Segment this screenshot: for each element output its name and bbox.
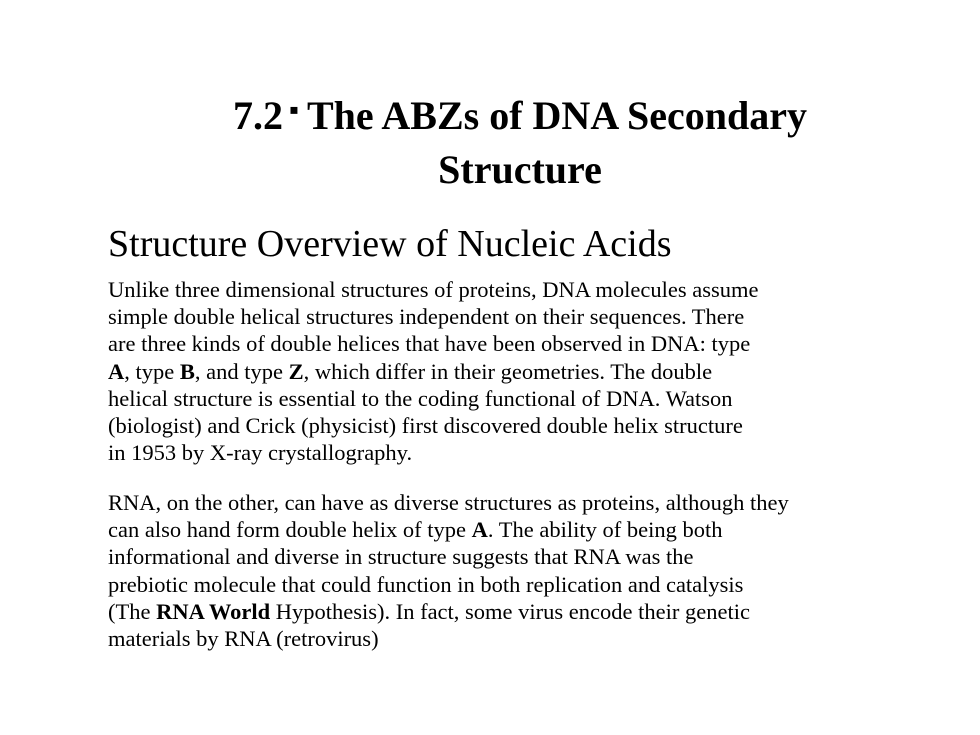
bullet-icon: ▪	[289, 95, 299, 126]
text-line: prebiotic molecule that could function in both replication and catalysis	[108, 571, 744, 597]
text-line	[108, 358, 943, 385]
title-line-1	[90, 84, 950, 143]
text-line: in 1953 by X-ray crystallography.	[108, 440, 413, 466]
text-fragment: Hypothesis). In fact, some virus encode their genetic	[270, 598, 750, 624]
text-fragment: . The ability of being both	[487, 517, 723, 543]
rna-world-bold: RNA World	[156, 598, 271, 624]
text-line: RNA, on the other, can have as diverse structures as proteins, although they	[108, 490, 789, 515]
text-line: simple double helical structures independent on their sequences. There	[108, 304, 745, 330]
text-fragment: , type	[124, 358, 180, 384]
text-line: materials by RNA (retrovirus)	[108, 626, 379, 652]
text-fragment: (The	[108, 598, 157, 624]
paragraph-dna	[108, 276, 943, 466]
paragraph-rna	[108, 489, 943, 652]
slide-title	[90, 84, 950, 197]
text-fragment: , which differ in their geometries. The double	[303, 358, 713, 384]
text-fragment: can also hand form double helix of type	[108, 517, 472, 543]
section-heading: Structure Overview of Nucleic Acids	[108, 223, 672, 265]
type-b-bold: B	[179, 358, 195, 384]
title-text-1: The ABZs of DNA Secondary	[306, 93, 807, 138]
text-line: are three kinds of double helices that have been observed in DNA: type	[108, 331, 751, 357]
text-line: informational and diverse in structure suggests that RNA was the	[108, 544, 694, 570]
text-line	[108, 598, 943, 625]
text-fragment: , and type	[194, 358, 289, 384]
type-a-bold: A	[471, 517, 488, 543]
type-a-bold: A	[108, 358, 125, 384]
section-number: 7.2	[233, 93, 283, 138]
text-line: (biologist) and Crick (physicist) first discovered double helix structure	[108, 413, 743, 439]
type-z-bold: Z	[288, 358, 304, 384]
title-line-2: Structure	[438, 147, 602, 192]
text-line: helical structure is essential to the coding functional of DNA. Watson	[108, 385, 733, 411]
text-line: Unlike three dimensional structures of proteins, DNA molecules assume	[108, 277, 759, 302]
text-line	[108, 516, 943, 543]
